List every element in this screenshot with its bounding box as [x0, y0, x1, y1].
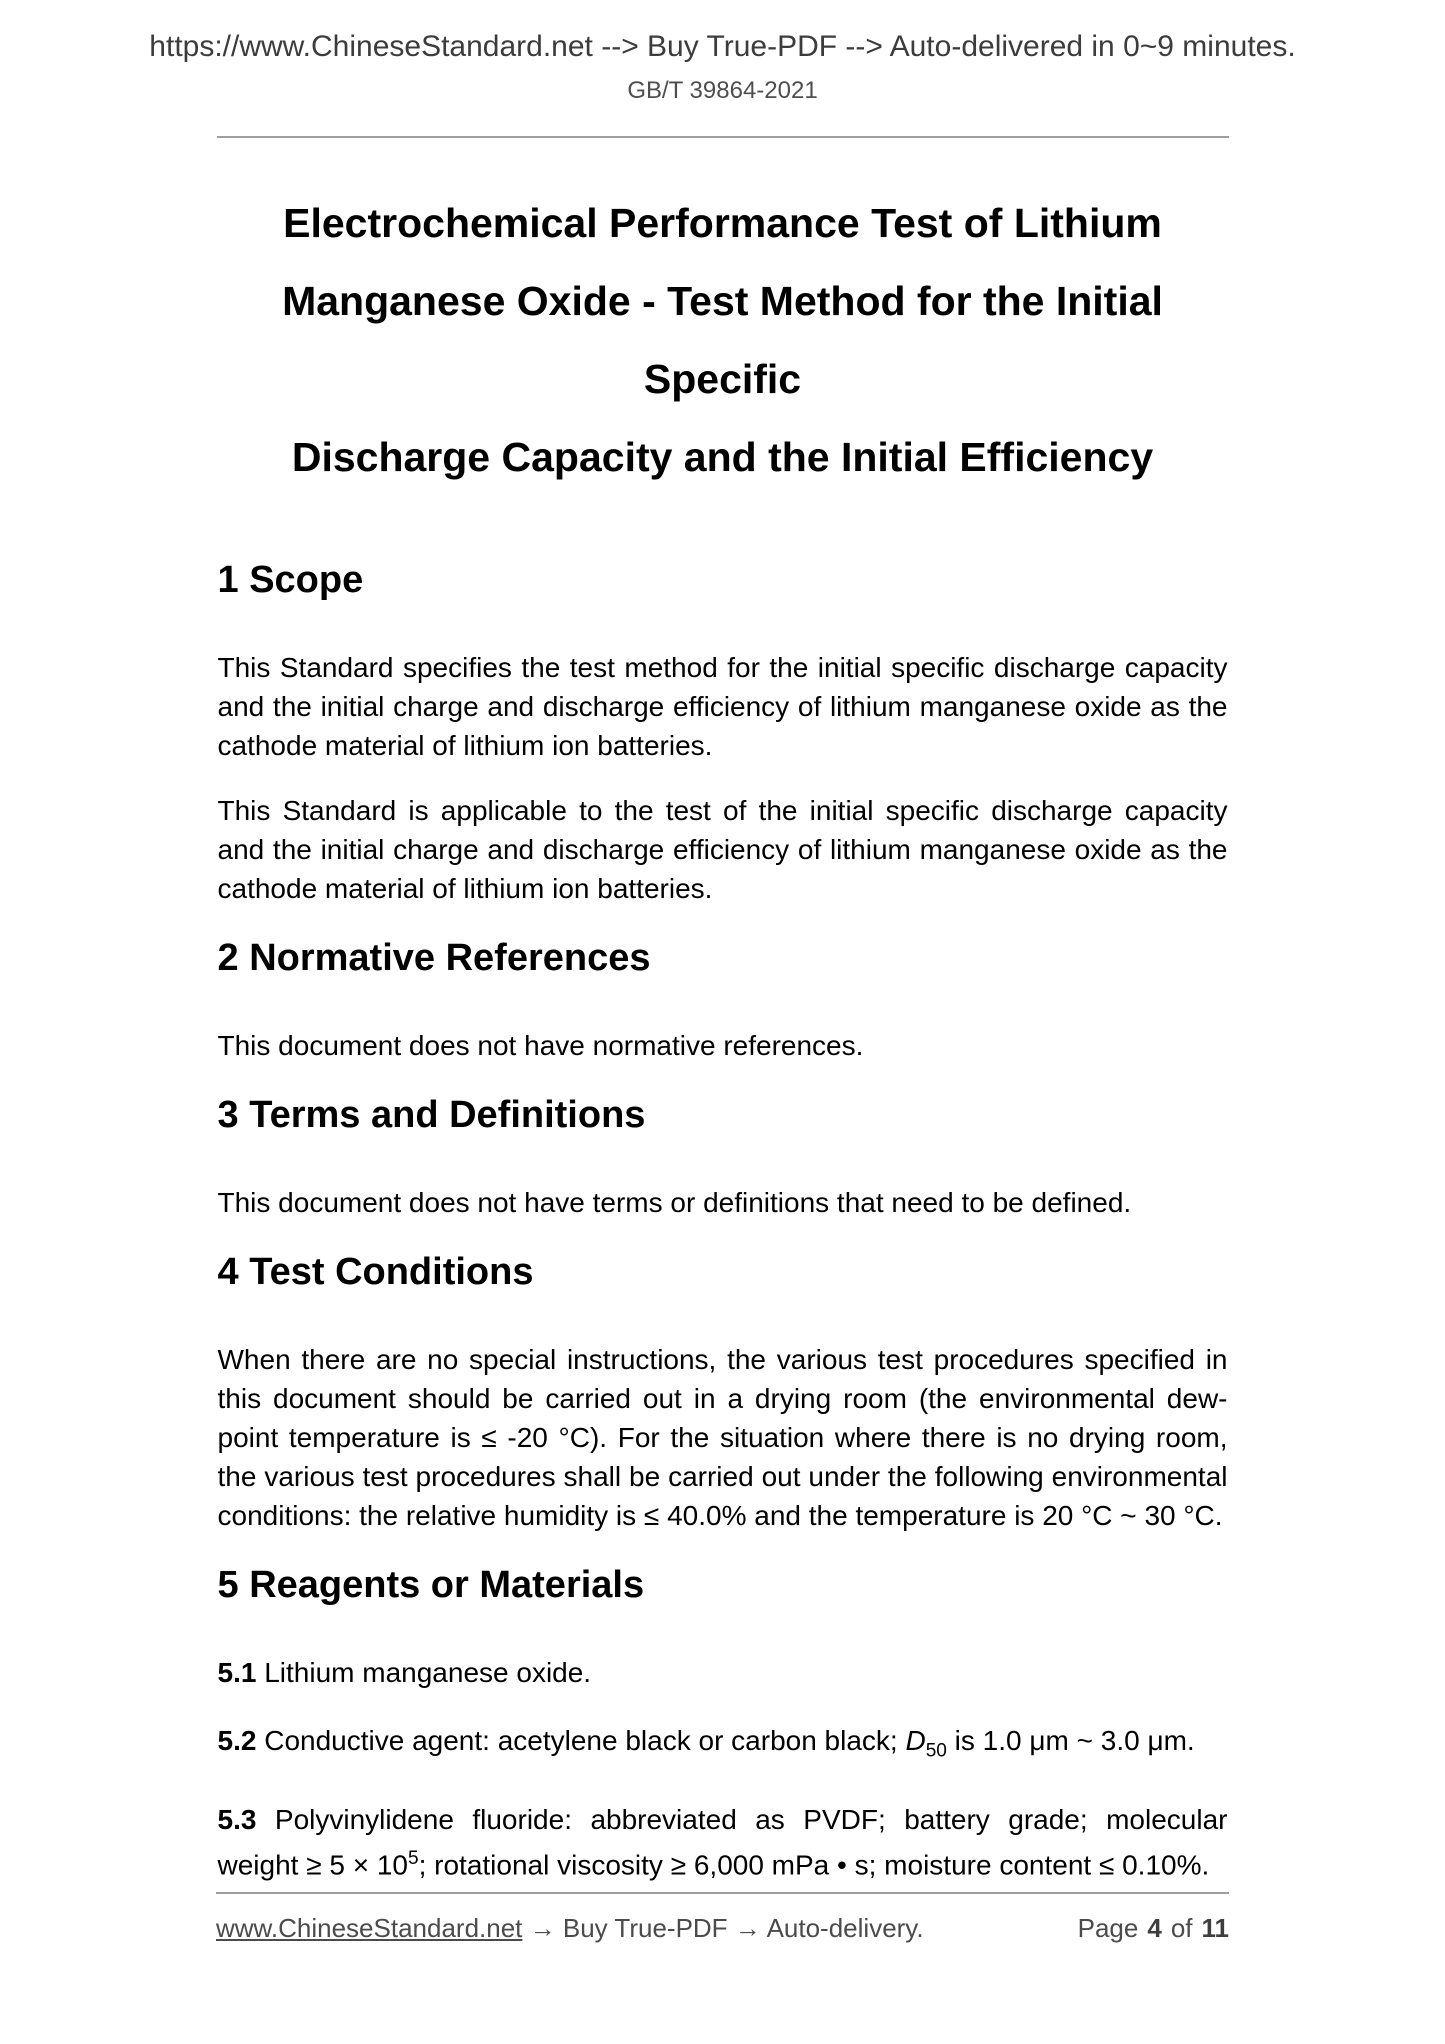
footer-site-link[interactable]: www.ChineseStandard.net — [216, 1913, 523, 1943]
current-page-number: 4 — [1147, 1913, 1162, 1943]
document-title — [218, 184, 1228, 496]
normative-references-paragraph: This document does not have normative references. — [217, 1030, 864, 1061]
reagent-item-number: 5.3 — [217, 1803, 257, 1835]
section-heading-scope: 1 Scope — [217, 559, 364, 601]
total-page-number: 11 — [1201, 1913, 1229, 1943]
reagent-item-5-3 — [218, 1800, 1228, 1884]
section-heading-test-conditions: 4 Test Conditions — [217, 1251, 534, 1293]
reagent-item-text: Lithium manganese oxide. — [256, 1657, 592, 1688]
reagent-item-text: is 1.0 μm ~ 3.0 μm. — [946, 1725, 1195, 1756]
section-heading-normative-references: 2 Normative References — [217, 937, 651, 979]
particle-size-symbol: D — [905, 1725, 926, 1756]
page-indicator — [1078, 1912, 1229, 1945]
reagent-item-number: 5.2 — [217, 1725, 257, 1756]
reagent-item-number: 5.1 — [217, 1657, 257, 1688]
reagent-item-text: Conductive agent: acetylene black or carbon black; — [256, 1725, 906, 1756]
of-word: of — [1170, 1913, 1193, 1943]
document-title-line-2: Manganese Oxide - Test Method for the Initial Specific — [282, 278, 1163, 402]
document-body — [218, 184, 1228, 1884]
scope-paragraph-2: This Standard is applicable to the test of the initial specific discharge capacity and the initial charge and discharge efficiency of lithium manganese oxide as the cathode material of lithium ion batteries. — [217, 795, 1228, 904]
terms-definitions-paragraph: This document does not have terms or definitions that need to be defined. — [217, 1187, 1132, 1218]
particle-size-subscript: 50 — [925, 1740, 947, 1762]
header-divider — [217, 136, 1229, 138]
reagent-item-text: Polyvinylidene fluoride: abbreviated as PVDF; battery grade; molecular weight ≥ 5 × 10 — [217, 1803, 1228, 1880]
page-header — [0, 0, 1445, 106]
section-heading-reagents-materials: 5 Reagents or Materials — [217, 1564, 645, 1606]
footer-delivery-note — [216, 1912, 924, 1945]
reagent-item-text: ; rotational viscosity ≥ 6,000 mPa • s; moisture content ≤ 0.10%. — [418, 1848, 1210, 1880]
section-heading-terms-definitions: 3 Terms and Definitions — [217, 1094, 646, 1136]
header-delivery-note: https://www.ChineseStandard.net --> Buy True-PDF --> Auto-delivered in 0~9 minutes. — [149, 30, 1296, 63]
test-conditions-paragraph: When there are no special instructions, the various test procedures specified in this document should be carried out in a drying room (the environmental dew-point temperature is ≤ -20 °C). For the situation where there is no drying room, the various test procedures shall be carried out under the following environmental conditions: the relative humidity is ≤ 40.0% and the temperature is 20 °C ~ 30 °C. — [217, 1344, 1228, 1531]
footer-delivery-text: → Buy True-PDF → Auto-delivery. — [522, 1913, 924, 1943]
footer-row — [216, 1912, 1229, 1945]
scope-paragraph-1: This Standard specifies the test method for the initial specific discharge capacity and the initial charge and discharge efficiency of lithium manganese oxide as the cathode material of lithium ion batteries. — [217, 652, 1228, 761]
reagent-item-5-2 — [218, 1721, 1228, 1771]
reagent-item-5-1 — [218, 1653, 1228, 1692]
page-footer — [216, 1892, 1229, 1945]
molecular-weight-exponent: 5 — [408, 1847, 419, 1869]
document-title-line-3: Discharge Capacity and the Initial Efficiency — [291, 434, 1154, 480]
document-title-line-1: Electrochemical Performance Test of Lithium — [283, 200, 1162, 246]
page-word: Page — [1077, 1913, 1139, 1943]
standard-code: GB/T 39864-2021 — [627, 77, 818, 104]
